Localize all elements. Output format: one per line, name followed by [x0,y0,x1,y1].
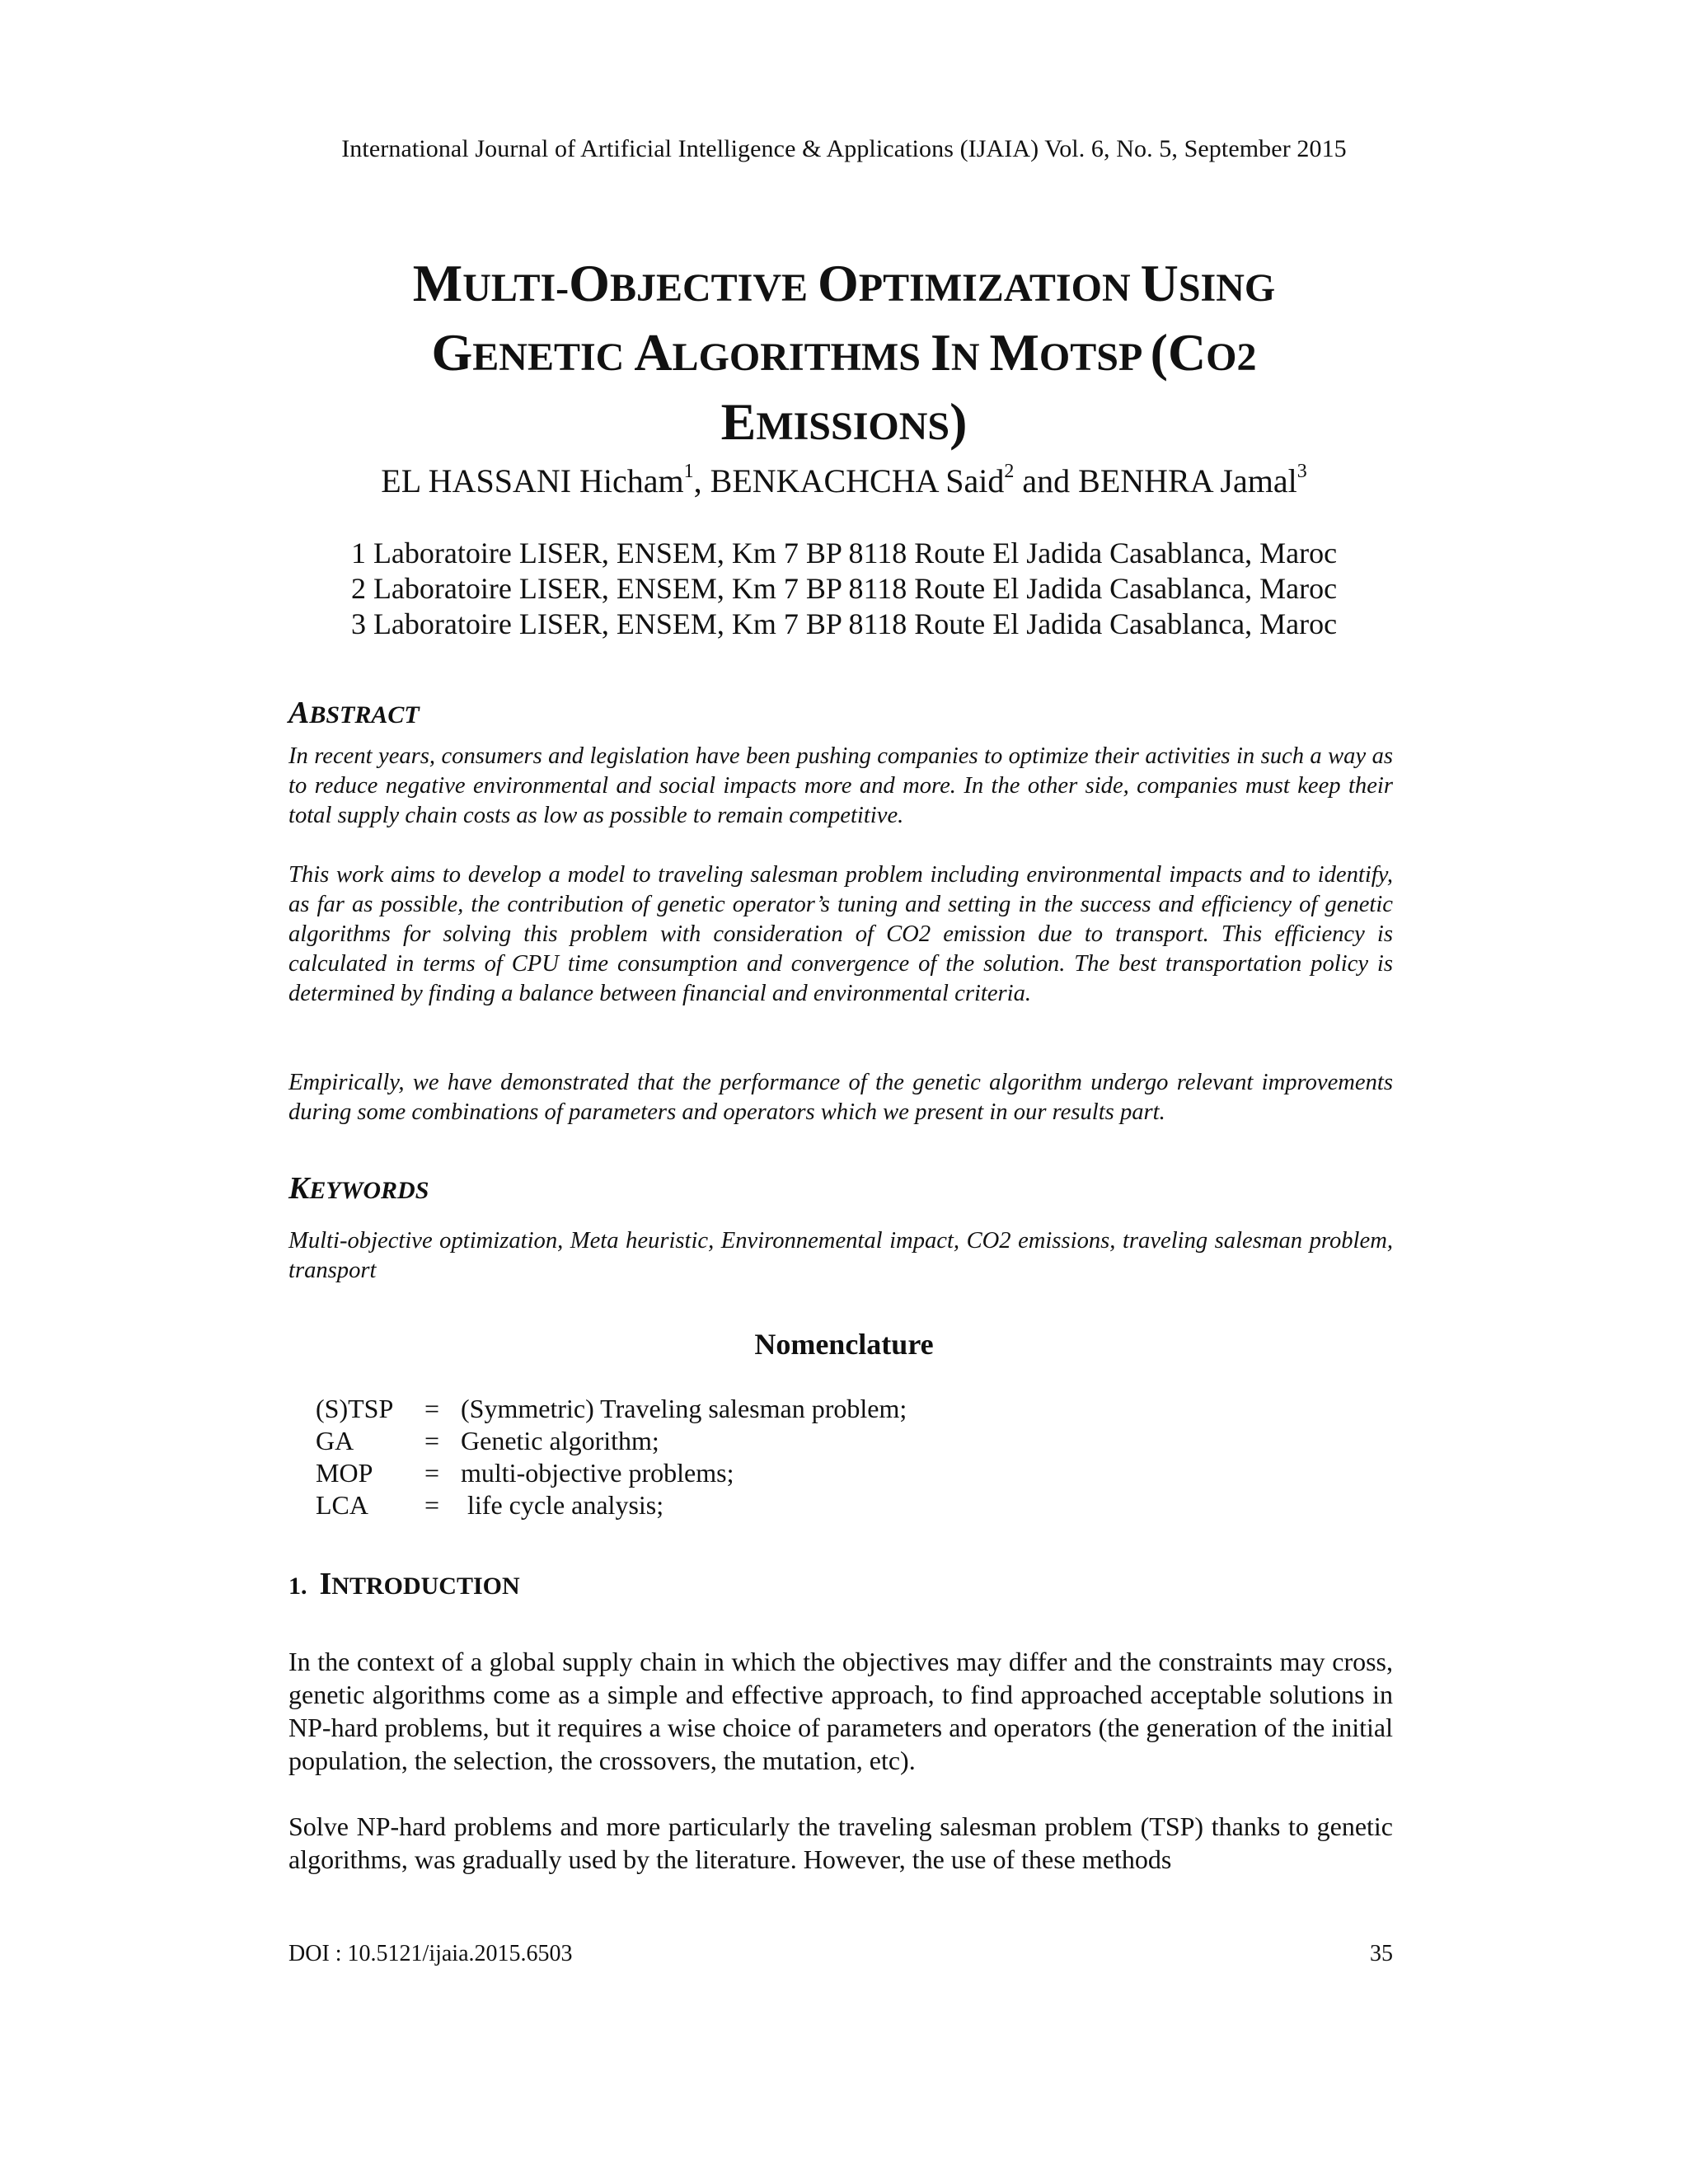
nomenclature-equals: = [424,1490,440,1520]
nomenclature-equals: = [424,1458,440,1488]
paper-title [247,251,1441,459]
title-line-2: GENETIC ALGORITHMS IN MOTSP (CO2 [431,323,1257,382]
introduction-paragraph: In the context of a global supply chain in which the objectives may differ and the constraints may cross, genetic algorithms come as a simple and effective approach, to find approached acceptable solutions in NP-hard problems, but it requires a wise choice of parameters and operators (the generation of the initial population, the selection, the crossovers, the mutation, etc). [288,1647,1393,1775]
abstract-paragraph: This work aims to develop a model to traveling salesman problem including environmental impacts and to identify, as far as possible, the contribution of genetic operator’s tuning and setting in the success and efficiency of genetic algorithms for solving this problem with consideration of CO2 emission due to transport. This efficiency is calculated in terms of CPU time consumption and convergence of the solution. The best transportation policy is determined by finding a balance between financial and environmental criteria. [288,862,1393,1006]
affiliation-line: 3 Laboratoire LISER, ENSEM, Km 7 BP 8118 Route El Jadida Casablanca, Maroc [350,607,1338,640]
author-affiliation-mark: 1 [683,461,694,482]
page-number: 35 [1370,1941,1393,1966]
nomenclature-def: (Symmetric) Traveling salesman problem; [461,1394,907,1423]
affiliation-list [0,536,1688,642]
journal-running-header: International Journal of Artificial Intelligence & Applications (IJAIA) Vol. 6, No. 5, September 2015 [341,135,1347,162]
nomenclature-abbr: GA [316,1426,354,1455]
nomenclature-row [316,1393,907,1425]
keywords-text: Multi-objective optimization, Meta heuristic, Environnemental impact, CO2 emissions, traveling salesman problem, transport [288,1228,1393,1283]
nomenclature-equals: = [424,1394,440,1423]
title-line-3: EMISSIONS) [720,392,968,451]
author-name: BENKACHCHA Said [710,462,1005,499]
author-separator: and [1014,462,1079,499]
nomenclature-def: multi-objective problems; [461,1458,734,1488]
author-affiliation-mark: 2 [1004,461,1015,482]
nomenclature-equals: = [424,1426,440,1455]
affiliation-line: 1 Laboratoire LISER, ENSEM, Km 7 BP 8118 Route El Jadida Casablanca, Maroc [350,537,1338,569]
nomenclature-row [316,1425,907,1457]
introduction-heading: 1. INTRODUCTION [288,1567,520,1601]
nomenclature-abbr: MOP [316,1458,373,1488]
doi-text: DOI : 10.5121/ijaia.2015.6503 [288,1941,573,1966]
nomenclature-abbr: LCA [316,1490,368,1520]
author-list [0,462,1688,500]
nomenclature-row [316,1457,907,1489]
affiliation-line: 2 Laboratoire LISER, ENSEM, Km 7 BP 8118 Route El Jadida Casablanca, Maroc [350,572,1338,605]
nomenclature-abbr: (S)TSP [316,1394,394,1423]
title-line-1: MULTI-OBJECTIVE OPTIMIZATION USING [412,254,1276,312]
author-separator: , [693,462,710,499]
author-name: BENHRA Jamal [1078,462,1297,499]
abstract-paragraph: Empirically, we have demonstrated that the performance of the genetic algorithm undergo relevant improvements during some combinations of parameters and operators which we present in our results part. [288,1070,1393,1125]
introduction-paragraph: Solve NP-hard problems and more particularly the traveling salesman problem (TSP) thanks to genetic algorithms, was gradually used by the literature. However, the use of these methods [288,1811,1393,1874]
section-number: 1. [288,1572,307,1600]
nomenclature-def: Genetic algorithm; [461,1426,659,1455]
nomenclature-row [316,1489,907,1521]
keywords-heading: KEYWORDS [288,1171,429,1206]
author-name: EL HASSANI Hicham [381,462,684,499]
abstract-heading: ABSTRACT [288,696,420,730]
author-affiliation-mark: 3 [1296,461,1307,482]
nomenclature-table [316,1393,907,1521]
nomenclature-title: Nomenclature [754,1328,934,1361]
nomenclature-def: life cycle analysis; [461,1490,664,1520]
abstract-paragraph: In recent years, consumers and legislation have been pushing companies to optimize their activities in such a way as to reduce negative environmental and social impacts more and more. In the other side, companies must keep their total supply chain costs as low as possible to remain competitive. [288,743,1393,828]
